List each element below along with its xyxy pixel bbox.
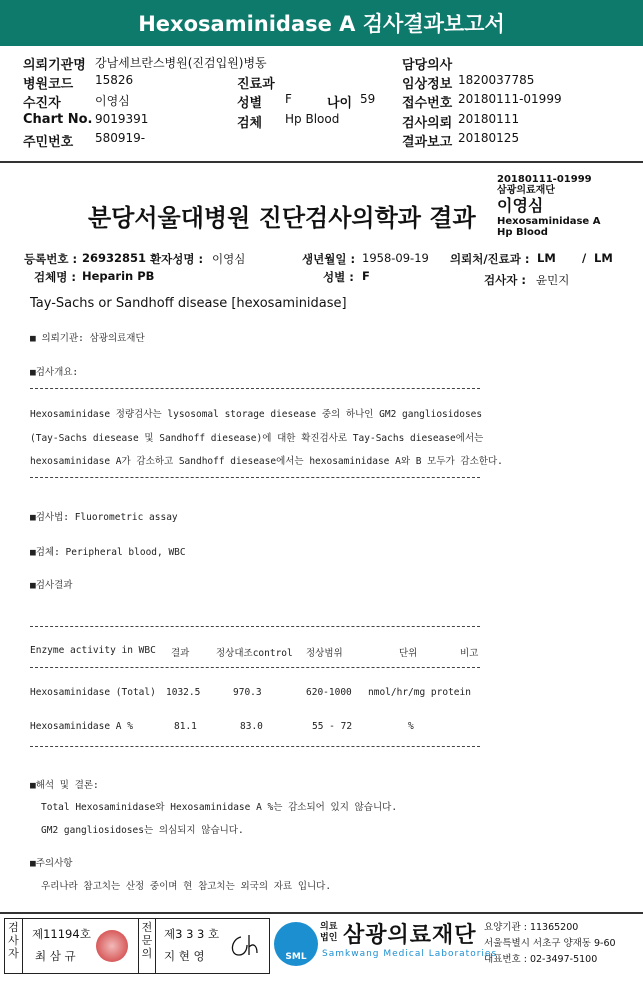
scanned-report [0,168,643,910]
overview-line-3: hexosaminidase A가 감소하고 Sandhoff diesease에서는 hexosaminidase A와 B 모두가 감소한다. [30,456,503,467]
org-address: 서울특별시 서초구 양재동 9-60 [484,938,616,949]
caution-heading: ■주의사항 [30,858,73,869]
org-prefix-1: 의료 [320,922,338,932]
requesting-org-line: ■ 의뢰기관: 삼광의료재단 [30,333,145,344]
header-unit: 단위 [399,648,418,659]
org-name: 삼광의료재단 [343,923,477,948]
report-sex-label: 성별 : [323,270,354,284]
dob-label: 생년월일 : [302,252,356,266]
divider [30,626,480,627]
row-unit: % [408,721,414,732]
section-divider [0,161,643,163]
row-control: 970.3 [233,687,262,698]
corner-org: 삼광의료재단 [497,185,555,196]
age-label: 나이 [327,96,353,111]
signature-box [4,918,270,974]
resident-no-label: 주민번호 [23,135,74,150]
clinical-info-label: 임상정보 [402,77,453,92]
sex-label: 성별 [237,96,263,111]
patient-value: 이영심 [95,94,130,108]
interpretation-heading: ■해석 및 결론: [30,780,99,791]
row-enzyme: Hexosaminidase A % [30,721,133,732]
results-heading: ■검사결과 [30,580,73,591]
examiner-name: 최 삼 규 [35,949,76,963]
tester-label: 검사자 : [484,273,526,287]
divider [30,746,480,747]
hospital-code-label: 병원코드 [23,77,74,92]
divider [30,477,480,478]
overview-heading: ■검사개요: [30,367,79,378]
org-contact [484,920,616,968]
tester-value: 윤민지 [536,273,570,287]
overview-line-2: (Tay-Sachs diesease 및 Sandhoff diesease)에 대한 확진검사로 Tay-Sachs diesease에서는 [30,433,484,444]
page-title: Hexosaminidase A 검사결과보고서 [138,12,505,36]
dept-label: 진료과 [237,77,275,92]
reg-no-value: 26932851 [82,251,147,265]
interpretation-line-2: GM2 gangliosidoses는 의심되지 않습니다. [41,825,244,836]
org-phone: 대표번호 : 02-3497-5100 [484,954,598,965]
examiner-seal-icon [96,930,128,962]
specimen-label: 검체 [237,116,263,131]
hospital-code-value: 15826 [95,73,134,87]
chart-no-label: Chart No. [23,112,93,127]
row-unit: nmol/hr/mg protein [368,687,471,698]
org-prefix-2: 법인 [320,933,338,943]
receipt-no-value: 20180111-01999 [458,92,562,106]
requesting-org-label: 의뢰기관명 [23,58,86,73]
sml-logo-icon [274,922,318,966]
sex-value: F [285,92,292,106]
report-dept-value2: LM [594,251,613,265]
row-enzyme: Hexosaminidase (Total) [30,687,156,698]
age-value: 59 [360,92,376,106]
corner-name: 이영심 [497,196,544,215]
row-result: 1032.5 [166,687,201,698]
specialist-license: 제3 3 3 호 [164,927,220,941]
overview-line-1: Hexosaminidase 정량검사는 lysosomal storage diesease 중의 하나인 GM2 gangliosidoses [30,409,483,420]
examiner-license: 제11194호 [32,927,91,941]
clinical-info-value: 1820037785 [458,73,535,87]
specialist-name: 지 현 영 [164,949,205,963]
method-line: ■검사법: Fluorometric assay [30,512,178,523]
patient-label: 수진자 [23,96,61,111]
corner-id: 20180111-01999 [497,174,592,185]
chart-no-value: 9019391 [95,112,149,126]
report-dept-value: LM [537,251,556,265]
header-result: 결과 [171,648,190,659]
specialist-vertical-label: 전문의 [138,919,156,973]
row-range: 55 - 72 [312,721,353,732]
header-range: 정상범위 [306,648,343,659]
row-range: 620-1000 [306,687,352,698]
header-enzyme: Enzyme activity in WBC [30,645,156,656]
resident-no-value: 580919- [95,131,146,145]
report-title-bar [0,0,643,46]
interpretation-line-1: Total Hexosaminidase와 Hexosaminidase A %는 감소되어 있지 않습니다. [41,802,398,813]
doctor-label: 담당의사 [402,58,453,73]
row-result: 81.1 [174,721,197,732]
corner-test: Hexosaminidase A [497,216,601,227]
org-english-name: Samkwang Medical Laboratories [322,949,498,959]
specimen-line: ■검체: Peripheral blood, WBC [30,547,186,558]
dob-value: 1958-09-19 [362,251,429,265]
report-sex-value: F [362,269,370,283]
report-patient-value: 이영심 [212,252,246,266]
patient-info-section [0,46,643,160]
report-footer [0,912,643,983]
report-corner-block [497,174,600,238]
org-prefix [320,922,337,944]
signature-icon [227,931,261,961]
request-date-value: 20180111 [458,112,520,126]
header-control: 정상대조control [216,648,293,659]
divider [30,388,480,389]
examiner-vertical-label: 검사자 [5,919,23,973]
report-date-label: 결과보고 [402,135,453,150]
specimen-value: Hp Blood [285,112,340,126]
caution-line-1: 우리나라 참고치는 산정 중이며 현 참고치는 외국의 자료 입니다. [41,881,332,892]
report-date-value: 20180125 [458,131,520,145]
logo-text: SML [285,952,307,962]
divider [30,667,480,668]
test-title: Tay-Sachs or Sandhoff disease [hexosaminidase] [30,296,347,311]
header-note: 비고 [460,648,479,659]
request-date-label: 검사의뢰 [402,116,453,131]
report-dept-label: 의뢰처/진료과 : [450,252,530,266]
corner-specimen: Hp Blood [497,227,548,238]
receipt-no-label: 접수번호 [402,96,453,111]
requesting-org-value: 강남세브란스병원(진검입원)병동 [95,56,267,70]
agency-code: 요양기관 : 11365200 [484,922,579,933]
reg-no-label: 등록번호 : [24,252,78,266]
row-control: 83.0 [240,721,263,732]
report-title: 분당서울대병원 진단검사의학과 결과 [88,204,476,232]
report-patient-label: 환자성명 : [150,252,204,266]
report-specimen-value: Heparin PB [82,269,155,283]
report-specimen-label: 검체명 : [34,270,76,284]
report-dept-slash: / [582,251,587,265]
